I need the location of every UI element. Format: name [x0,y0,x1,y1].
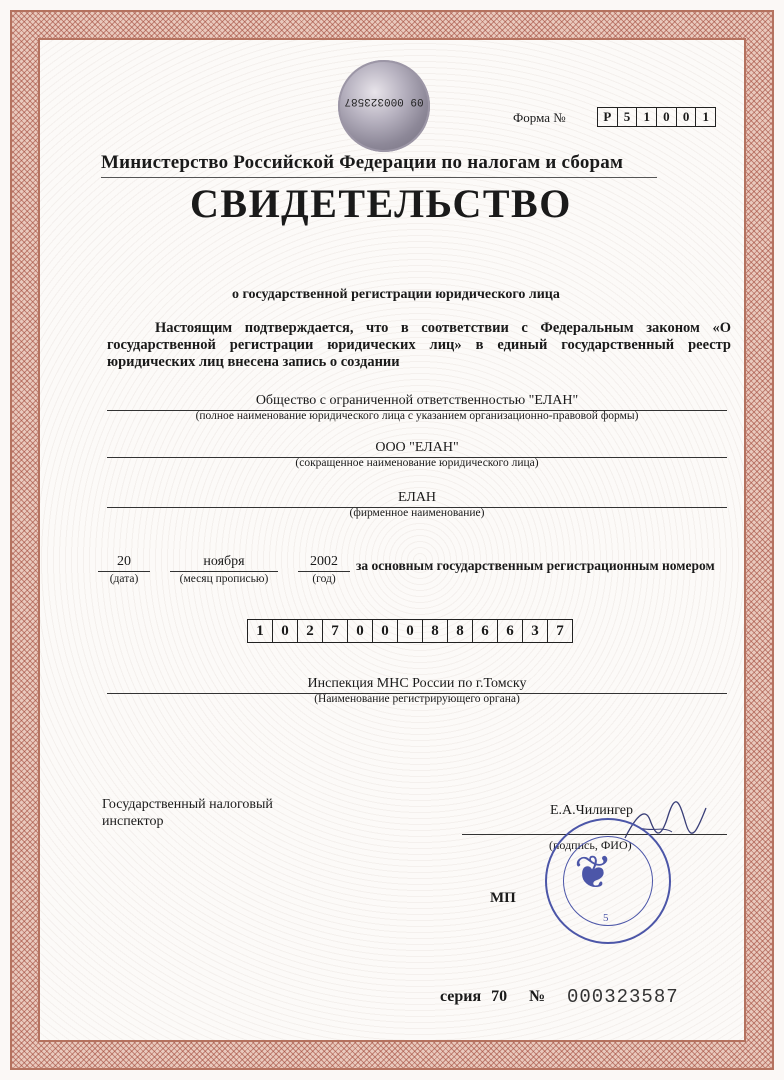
form-code-digit: 0 [657,108,677,126]
authority-value: Инспекция МНС России по г.Томску [307,676,527,691]
eagle-emblem-icon: ❦ [574,847,613,898]
reg-digit: 0 [273,620,298,642]
document-subtitle: о государственной регистрации юридического лица [232,287,560,302]
inspector-position [102,796,273,830]
reg-digit: 8 [448,620,473,642]
date-month-line [170,571,278,572]
reg-digit: 8 [423,620,448,642]
form-code-digit: 0 [677,108,697,126]
reg-digit: 0 [373,620,398,642]
reg-digit: 3 [523,620,548,642]
signature-caption: (подпись, ФИО) [549,838,632,852]
reg-digit: 6 [473,620,498,642]
date-day-caption: (дата) [109,573,139,585]
full-name-caption: (полное наименование юридического лица с указанием организационно-правовой формы) [195,410,639,422]
certification-text: Настоящим подтверждается, что в соответствии с Федеральным законом «О государственной регистрации юридических лиц» в единый государственный реестр юридических лиц внесена запись о создании [107,320,731,370]
inspector-name: Е.А.Чилингер [550,803,633,818]
form-code-digit: 5 [618,108,638,126]
inspector-position-line1: Государственный налоговый [102,797,273,812]
registration-number [247,619,573,643]
number-sign: № [529,988,546,1005]
short-name-caption: (сокращенное наименование юридического лица) [295,457,539,469]
certificate-number: 000323587 [567,986,679,1008]
form-code-digit: 1 [702,109,710,124]
ministry-name: Министерство Российской Федерации по налогам и сборам [101,152,624,173]
seal-place-label: МП [490,890,516,906]
reg-digit: 2 [298,620,323,642]
reg-digit: 7 [323,620,348,642]
reg-digit: 0 [398,620,423,642]
brand-name-value: ЕЛАН [397,490,437,505]
seal-number: 5 [603,912,609,924]
form-label: Форма № [513,110,566,125]
series-block [440,988,545,1006]
reg-digit: 0 [348,620,373,642]
inspector-position-line2: инспектор [102,814,164,829]
full-name-value: Общество с ограниченной ответственностью "ЕЛАН" [255,393,579,408]
official-seal [545,818,671,944]
form-code [597,107,716,127]
ministry-underline [101,177,657,178]
document-title: СВИДЕТЕЛЬСТВО [190,181,572,226]
series-value: 70 [491,988,508,1005]
date-day-line [98,571,150,572]
brand-name-caption: (фирменное наименование) [349,507,485,519]
date-month-caption: (месяц прописью) [179,573,269,585]
reg-digit: 7 [556,623,564,639]
registration-number-label: за основным государственным регистрационным номером [356,558,715,573]
series-label: серия [440,988,482,1005]
date-month-value: ноября [203,554,245,569]
date-year-line [298,571,350,572]
reg-digit: 1 [248,620,273,642]
hologram-number: 09 000323587 [344,95,424,107]
date-year-caption: (год) [312,573,336,585]
date-day-value: 20 [117,554,131,569]
form-code-digit: Р [598,108,618,126]
form-code-digit: 1 [637,108,657,126]
authority-caption: (Наименование регистрирующего органа) [314,693,520,705]
short-name-value: ООО "ЕЛАН" [375,440,459,455]
reg-digit: 6 [498,620,523,642]
date-year-value: 2002 [310,554,338,569]
